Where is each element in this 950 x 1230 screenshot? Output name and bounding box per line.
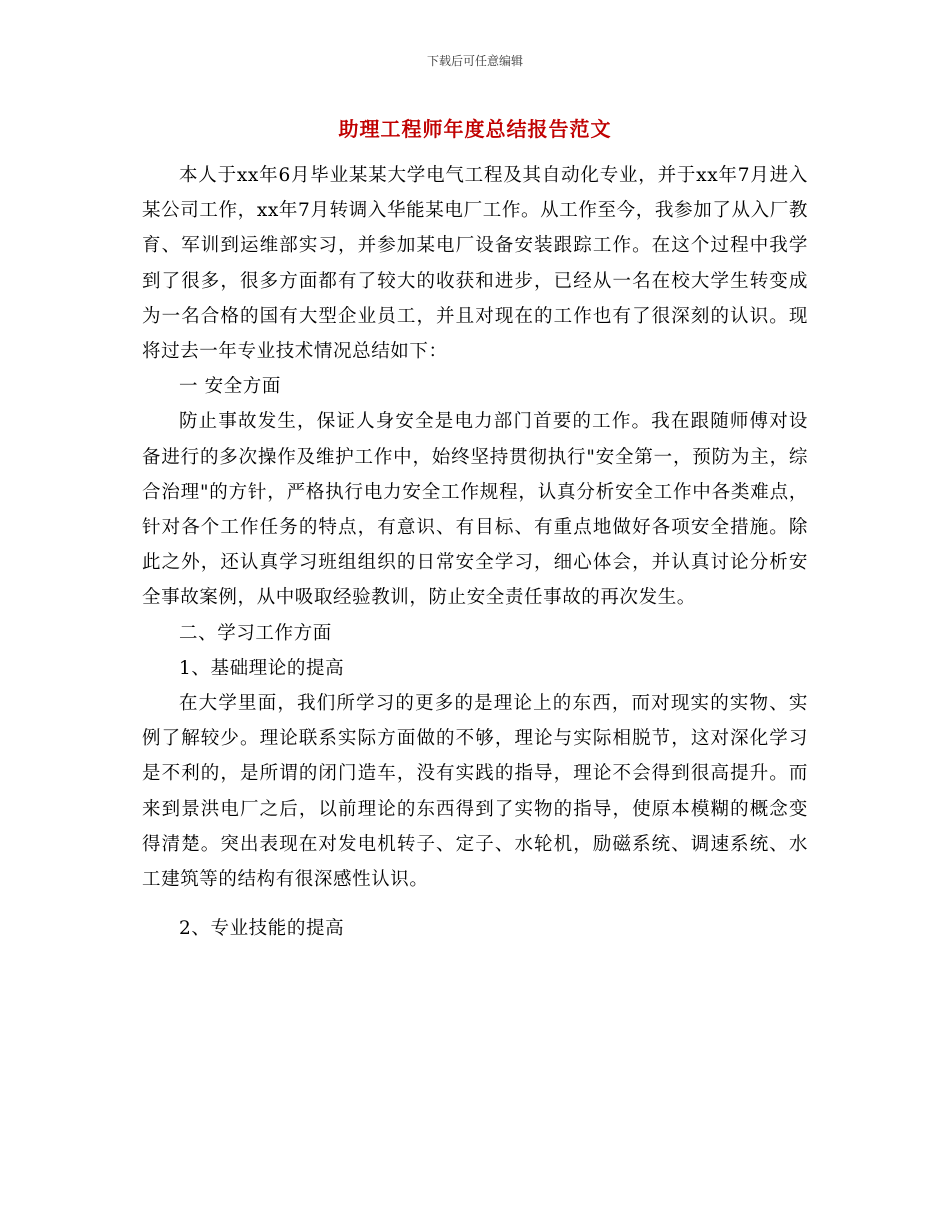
section-study-heading: 二、学习工作方面 [179,622,332,644]
section-safety-heading: 一 安全方面 [179,376,281,398]
document-body [142,158,808,946]
section-safety-paragraph: 防止事故发生，保证人身安全是电力部门首要的工作。我在跟随师傅对设备进行的多次操作及维护工作中，始终坚持贯彻执行"安全第一，预防为主，综合治理"的方针，严格执行电力安全工作规程，认真分析安全工作中各类难点，针对各个工作任务的特点，有意识、有目标、有重点地做好各项安全措施。除此之外，还认真学习班组组织的日常安全学习，细心体会，并认真讨论分析安全事故案例，从中吸取经验教训，防止安全责任事故的再次发生。 [142,411,808,609]
intro-paragraph: 本人于xx年6月毕业某某大学电气工程及其自动化专业，并于xx年7月进入某公司工作，xx年7月转调入华能某电厂工作。从工作至今，我参加了从入厂教育、军训到运维部实习，并参加某电厂设备安装跟踪工作。在这个过程中我学到了很多，很多方面都有了较大的收获和进步，已经从一名在校大学生转变成为一名合格的国有大型企业员工，并且对现在的工作也有了很深刻的认识。现将过去一年专业技术情况总结如下： [142,165,808,363]
subsection-theory-heading: 1、基础理论的提高 [179,657,345,679]
document-title: 助理工程师年度总结报告范文 [338,117,612,141]
subsection-skills-heading: 2、专业技能的提高 [179,918,345,940]
header-note: 下载后可任意编辑 [426,54,523,68]
subsection-theory-paragraph: 在大学里面，我们所学习的更多的是理论上的东西，而对现实的实物、实例了解较少。理论联系实际方面做的不够，理论与实际相脱节，这对深化学习是不利的，是所谓的闭门造车，没有实践的指导，理论不会得到很高提升。而来到景洪电厂之后，以前理论的东西得到了实物的指导，使原本模糊的概念变得清楚。突出表现在对发电机转子、定子、水轮机，励磁系统、调速系统、水工建筑等的结构有很深感性认识。 [142,693,808,891]
